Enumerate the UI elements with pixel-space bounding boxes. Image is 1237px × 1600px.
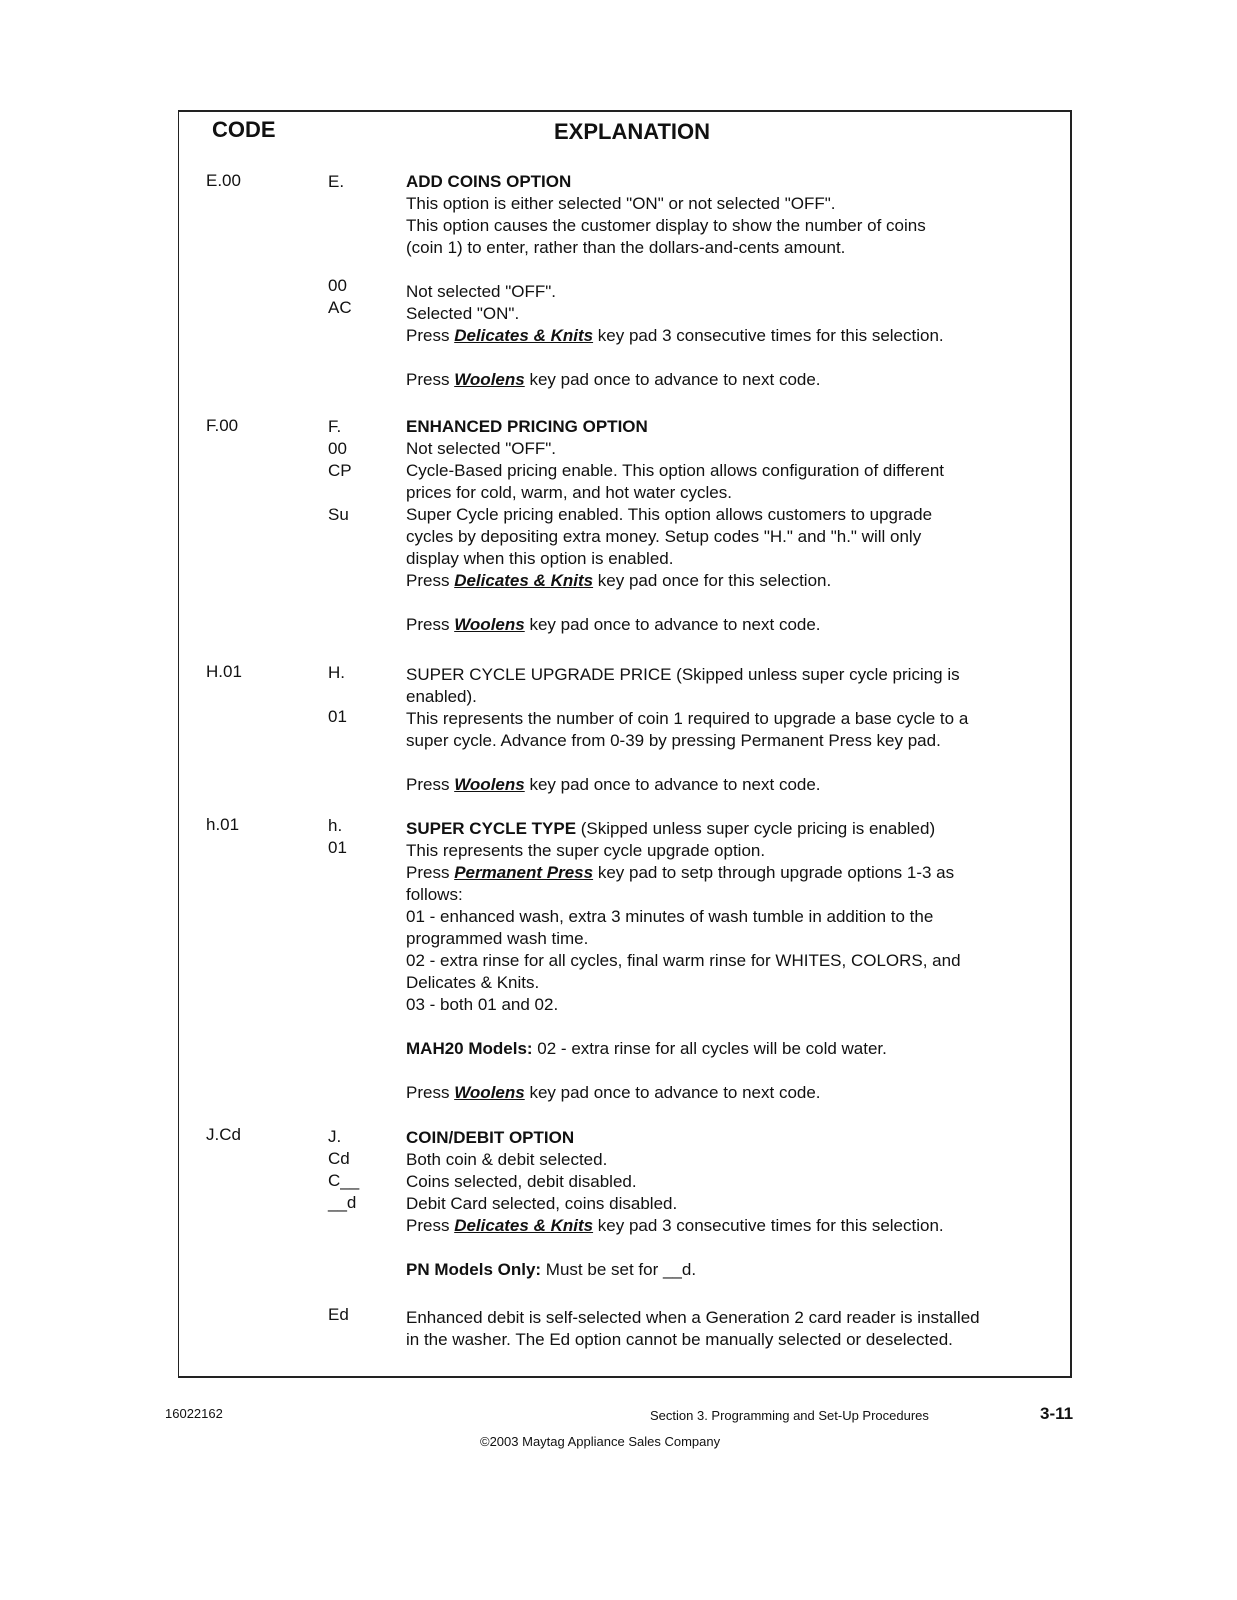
- copyright: ©2003 Maytag Appliance Sales Company: [480, 1434, 721, 1449]
- explanation-header: EXPLANATION: [554, 119, 711, 144]
- delicates-knits-key: Delicates & Knits: [454, 326, 594, 345]
- subcodes-h01: H. 01: [328, 663, 347, 726]
- permanent-press-key: Permanent Press: [454, 863, 594, 882]
- subcode-ed: Ed: [328, 1305, 349, 1324]
- explanation-e00: ADD COINS OPTION This option is either selected "ON" or not selected "OFF". This option causes the customer display to show the number of coins (coin 1) to enter, rather than the dollars-and-cents amount. Not selected "OFF". Selected "ON". Press Delicates & Knits key pad 3 consecutive times for this selection. Press Woolens key pad once to advance to next code.: [406, 172, 944, 389]
- subcodes-f00: F. 00 CP Su: [328, 417, 352, 524]
- woolens-key: Woolens: [454, 370, 525, 389]
- page-number: 3-11: [1040, 1404, 1074, 1423]
- explanation-h01: SUPER CYCLE UPGRADE PRICE (Skipped unless super cycle pricing is enabled). This represents the number of coin 1 required to upgrade a base cycle to a super cycle. Advance from 0-39 by pressing Permanent Press key pad. Press Woolens key pad once to advance to next code.: [406, 665, 969, 794]
- delicates-knits-key: Delicates & Knits: [454, 571, 594, 590]
- woolens-key: Woolens: [454, 775, 525, 794]
- code-h01-lower: h.01: [206, 815, 240, 834]
- code-f00: F.00: [206, 416, 239, 435]
- explanation-jcd: COIN/DEBIT OPTION Both coin & debit selected. Coins selected, debit disabled. Debit Card selected, coins disabled. Press Delicates & Knits key pad 3 consecutive times for this selection. PN Models Only: Must be set for __d.: [406, 1128, 944, 1279]
- section-title: Section 3. Programming and Set-Up Procedures: [650, 1408, 929, 1423]
- code-jcd: J.Cd: [206, 1125, 241, 1144]
- subcodes-jcd: J. Cd C__ __d: [328, 1127, 360, 1212]
- woolens-key: Woolens: [454, 1083, 525, 1102]
- subcodes-e00: E. 00 AC: [328, 172, 352, 317]
- explanation-ed: Enhanced debit is self-selected when a Generation 2 card reader is installed in the washer. The Ed option cannot be manually selected or deselected.: [406, 1308, 980, 1349]
- woolens-key: Woolens: [454, 615, 525, 634]
- explanation-h01-lower: SUPER CYCLE TYPE (Skipped unless super cycle pricing is enabled) This represents the super cycle upgrade option. Press Permanent Press key pad to setp through upgrade options 1-3 as follows: 01 - enhanced wash, extra 3 minutes of wash tumble in addition to the programmed wash time. 02 - extra rinse for all cycles, final warm rinse for WHITES, COLORS, and Delicates & Knits. 03 - both 01 and 02. MAH20 Models: 02 - extra rinse for all cycles will be cold water. Press Woolens key pad once to advance to next code.: [406, 819, 961, 1102]
- code-h01: H.01: [206, 662, 242, 681]
- delicates-knits-key: Delicates & Knits: [454, 1216, 594, 1235]
- subcodes-h01-lower: h. 01: [328, 816, 347, 857]
- code-e00: E.00: [206, 171, 241, 190]
- document-number: 16022162: [165, 1406, 223, 1421]
- explanation-f00: ENHANCED PRICING OPTION Not selected "OFF". Cycle-Based pricing enable. This option allows configuration of different prices for cold, warm, and hot water cycles. Super Cycle pricing enabled. This option allows customers to upgrade cycles by depositing extra money. Setup codes "H." and "h." will only display when this option is enabled. Press Delicates & Knits key pad once for this selection. Press Woolens key pad once to advance to next code.: [406, 417, 945, 634]
- code-header: CODE: [212, 117, 276, 142]
